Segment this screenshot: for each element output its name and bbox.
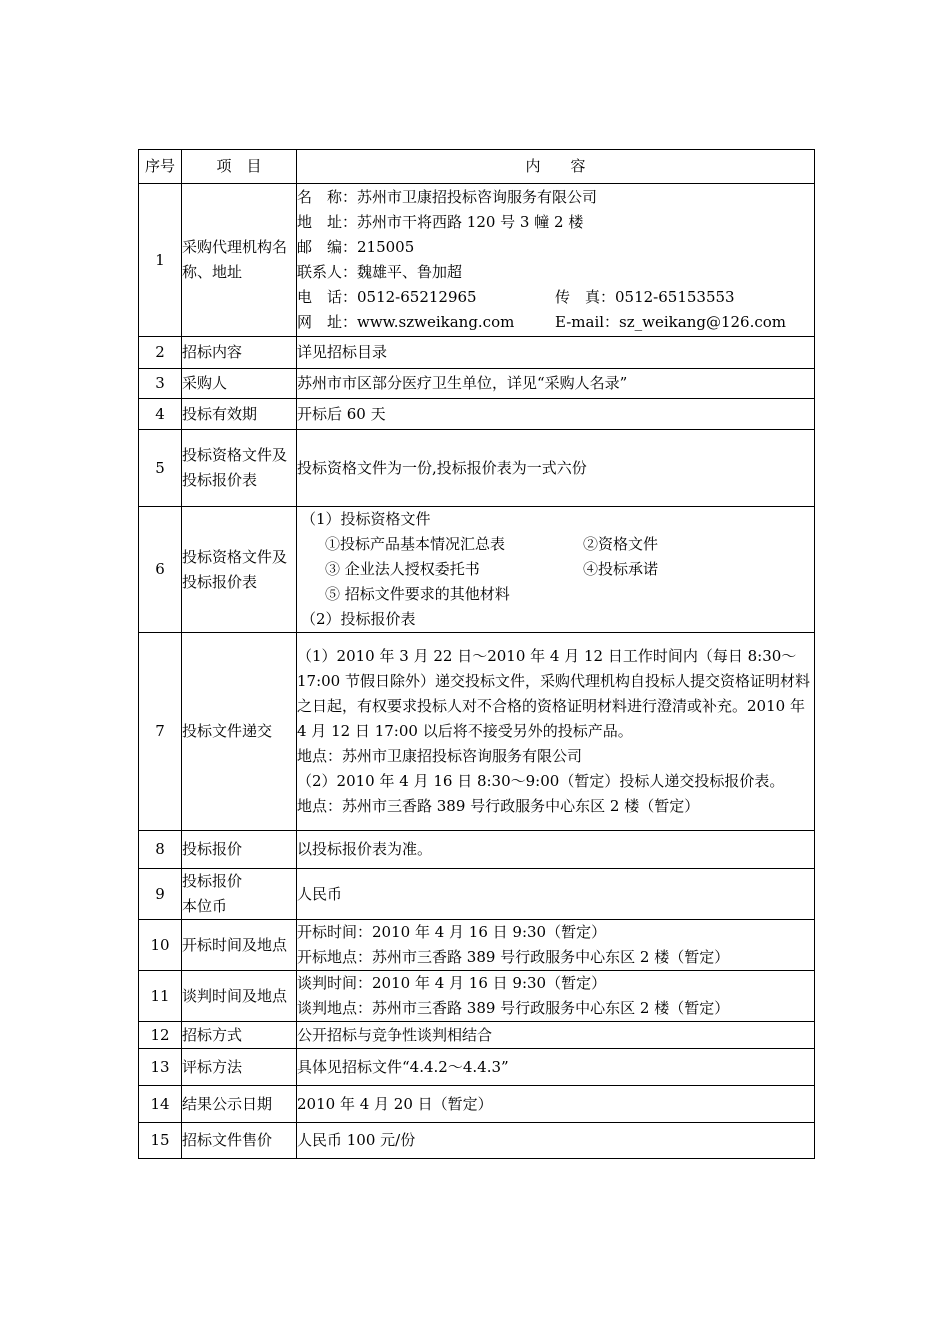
list-item: ②资格文件: [583, 535, 659, 553]
row-no: 5: [139, 430, 182, 507]
row-content: [297, 971, 815, 1022]
row-no: 1: [139, 184, 182, 337]
row-content: 投标资格文件为一份,投标报价表为一式六份: [297, 430, 815, 507]
price-submission-location: 地点：苏州市三香路 389 号行政服务中心东区 2 楼（暂定）: [297, 797, 700, 815]
table-row: [139, 337, 815, 369]
agency-phone: 电 话：0512-65212965: [297, 288, 477, 306]
row-content: [297, 184, 815, 337]
table-row: [139, 184, 815, 337]
row-content: 以投标报价表为准。: [297, 831, 815, 869]
row-item: 评标方法: [182, 1049, 297, 1086]
row-item: [182, 869, 297, 920]
agency-email[interactable]: E-mail：sz_weikang@126.com: [555, 313, 787, 331]
agency-name: 名 称：苏州市卫康招投标咨询服务有限公司: [297, 188, 598, 206]
row-item: 开标时间及地点: [182, 920, 297, 971]
list-item: ③ 企业法人授权委托书: [325, 560, 480, 578]
row-item-line: 本位币: [182, 897, 228, 915]
row-item: 招标文件售价: [182, 1123, 297, 1159]
row-no: 13: [139, 1049, 182, 1086]
row-content: 详见招标目录: [297, 337, 815, 369]
row-no: 11: [139, 971, 182, 1022]
table-row: [139, 869, 815, 920]
row-item-line: 投标报价: [182, 872, 243, 890]
opening-time: 开标时间：2010 年 4 月 16 日 9:30（暂定）: [297, 923, 607, 941]
row-item: 招标内容: [182, 337, 297, 369]
row-content: 人民币 100 元/份: [297, 1123, 815, 1159]
row-item: 投标文件递交: [182, 633, 297, 831]
row-no: 2: [139, 337, 182, 369]
row-item: 谈判时间及地点: [182, 971, 297, 1022]
table-row: [139, 1123, 815, 1159]
table-row: [139, 1049, 815, 1086]
row-item: 采购人: [182, 369, 297, 399]
table-header-row: [139, 150, 815, 184]
row-content: 人民币: [297, 869, 815, 920]
negotiation-location: 谈判地点：苏州市三香路 389 号行政服务中心东区 2 楼（暂定）: [297, 999, 730, 1017]
row-content: [297, 920, 815, 971]
table-row: [139, 920, 815, 971]
row-item: 投标资格文件及投标报价表: [182, 430, 297, 507]
header-item: 项 目: [182, 150, 297, 184]
table-row: [139, 633, 815, 831]
table-row: [139, 507, 815, 633]
row-content: 开标后 60 天: [297, 399, 815, 430]
list-item: ⑤ 招标文件要求的其他材料: [325, 585, 510, 603]
submission-location: 地点：苏州市卫康招投标咨询服务有限公司: [297, 747, 583, 765]
row-no: 4: [139, 399, 182, 430]
row-content: 2010 年 4 月 20 日（暂定）: [297, 1086, 815, 1123]
table-row: [139, 1022, 815, 1049]
header-no: 序号: [139, 150, 182, 184]
row-no: 9: [139, 869, 182, 920]
table-row: [139, 399, 815, 430]
row-no: 7: [139, 633, 182, 831]
row-item: 结果公示日期: [182, 1086, 297, 1123]
table-row: [139, 831, 815, 869]
row-item: 投标报价: [182, 831, 297, 869]
negotiation-time: 谈判时间：2010 年 4 月 16 日 9:30（暂定）: [297, 974, 607, 992]
row-content: [297, 633, 815, 831]
submission-paragraph: （1）2010 年 3 月 22 日～2010 年 4 月 12 日工作时间内（每日 8:30～17:00 节假日除外）递交投标文件，采购代理机构自投标人提交资格证明材料之日起，有权要求投标人对不合格的资格证明材料进行澄清或补充。2010 年 4 月 12 日 17:00 以后将不接受另外的投标产品。: [297, 647, 810, 740]
row-no: 3: [139, 369, 182, 399]
agency-postcode: 邮 编：215005: [297, 238, 415, 256]
row-no: 12: [139, 1022, 182, 1049]
opening-location: 开标地点：苏州市三香路 389 号行政服务中心东区 2 楼（暂定）: [297, 948, 730, 966]
list-item: ④投标承诺: [583, 560, 659, 578]
header-content: 内 容: [297, 150, 815, 184]
tender-info-table: [138, 149, 815, 1159]
agency-address: 地 址：苏州市干将西路 120 号 3 幢 2 楼: [297, 213, 584, 231]
agency-website[interactable]: 网 址：www.szweikang.com: [297, 313, 515, 331]
row-item: 招标方式: [182, 1022, 297, 1049]
row-item: 投标有效期: [182, 399, 297, 430]
table-row: [139, 1086, 815, 1123]
row-no: 6: [139, 507, 182, 633]
qualification-docs-heading: （1）投标资格文件: [301, 510, 431, 528]
row-item: 投标资格文件及投标报价表: [182, 507, 297, 633]
row-no: 10: [139, 920, 182, 971]
agency-fax: 传 真：0512-65153553: [555, 288, 735, 306]
row-content: 苏州市市区部分医疗卫生单位，详见“采购人名录”: [297, 369, 815, 399]
row-no: 15: [139, 1123, 182, 1159]
agency-contact: 联系人：魏雄平、鲁加超: [297, 263, 463, 281]
row-content: 公开招标与竞争性谈判相结合: [297, 1022, 815, 1049]
table-row: [139, 369, 815, 399]
table-row: [139, 971, 815, 1022]
row-item: 采购代理机构名称、地址: [182, 184, 297, 337]
price-submission: （2）2010 年 4 月 16 日 8:30～9:00（暂定）投标人递交投标报价表。: [297, 772, 785, 790]
row-content: 具体见招标文件“4.4.2～4.4.3”: [297, 1049, 815, 1086]
row-content: [297, 507, 815, 633]
row-no: 14: [139, 1086, 182, 1123]
row-no: 8: [139, 831, 182, 869]
list-item: ①投标产品基本情况汇总表: [325, 535, 506, 553]
price-form-heading: （2）投标报价表: [301, 610, 416, 628]
table-row: [139, 430, 815, 507]
